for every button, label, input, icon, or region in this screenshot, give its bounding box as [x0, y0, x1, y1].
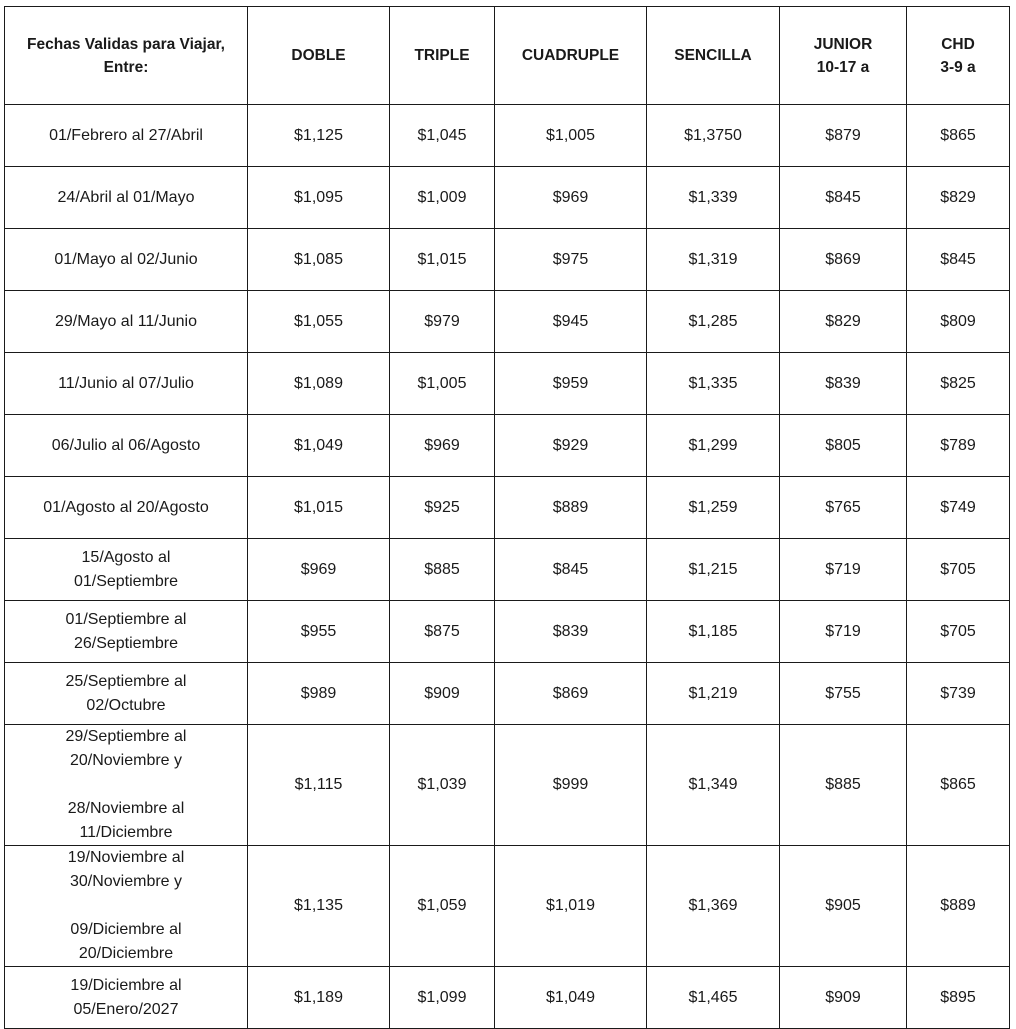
cell-doble: $1,135 — [248, 846, 390, 967]
header-line: CUADRUPLE — [521, 47, 620, 64]
header-line: SENCILLA — [674, 47, 752, 64]
date-line: 30/Noviembre y — [69, 873, 183, 890]
header-chd — [907, 7, 1010, 105]
cell-sencilla: $1,339 — [647, 167, 780, 229]
cell-sencilla: $1,299 — [647, 415, 780, 477]
line-gap — [9, 773, 243, 797]
cell-dates — [5, 846, 248, 967]
header-doble — [248, 7, 390, 105]
cell-dates — [5, 105, 248, 167]
cell-cuadruple: $889 — [495, 477, 647, 539]
cell-dates — [5, 725, 248, 846]
date-line: 24/Abril al 01/Mayo — [57, 188, 195, 206]
cell-chd: $705 — [907, 539, 1010, 601]
cell-doble: $1,089 — [248, 353, 390, 415]
header-dates — [5, 7, 248, 105]
date-line: 20/Noviembre y — [69, 752, 183, 769]
cell-chd: $749 — [907, 477, 1010, 539]
cell-cuadruple: $959 — [495, 353, 647, 415]
cell-doble: $969 — [248, 539, 390, 601]
header-line: 10-17 a — [816, 58, 870, 76]
header-line: DOBLE — [291, 47, 346, 64]
cell-junior: $719 — [780, 601, 907, 663]
date-line: 11/Diciembre — [79, 824, 173, 841]
table-row — [5, 291, 1010, 353]
date-line: 02/Octubre — [86, 696, 166, 714]
price-table-container — [4, 6, 1010, 1029]
date-line: 29/Mayo al 11/Junio — [54, 312, 197, 330]
date-line: 01/Septiembre — [73, 572, 179, 590]
header-line: 3-9 a — [940, 58, 976, 76]
cell-triple: $969 — [390, 415, 495, 477]
cell-cuadruple: $869 — [495, 663, 647, 725]
cell-cuadruple: $929 — [495, 415, 647, 477]
cell-doble: $1,125 — [248, 105, 390, 167]
cell-doble: $1,189 — [248, 967, 390, 1029]
date-line: 01/Septiembre al — [65, 610, 187, 628]
table-row — [5, 725, 1010, 846]
cell-doble: $1,049 — [248, 415, 390, 477]
cell-dates — [5, 353, 248, 415]
cell-doble: $989 — [248, 663, 390, 725]
date-line: 01/Febrero al 27/Abril — [49, 126, 203, 144]
cell-cuadruple: $845 — [495, 539, 647, 601]
cell-doble: $1,055 — [248, 291, 390, 353]
cell-triple: $875 — [390, 601, 495, 663]
date-line: 26/Septiembre — [73, 634, 179, 652]
cell-triple: $909 — [390, 663, 495, 725]
cell-junior: $829 — [780, 291, 907, 353]
cell-dates — [5, 167, 248, 229]
table-row — [5, 846, 1010, 967]
header-line: Entre: — [103, 58, 149, 76]
cell-triple: $1,005 — [390, 353, 495, 415]
cell-cuadruple: $975 — [495, 229, 647, 291]
cell-junior: $869 — [780, 229, 907, 291]
date-line: 05/Enero/2027 — [73, 1000, 179, 1018]
cell-triple: $979 — [390, 291, 495, 353]
cell-sencilla: $1,185 — [647, 601, 780, 663]
cell-triple: $1,015 — [390, 229, 495, 291]
date-line: 20/Diciembre — [78, 945, 174, 962]
cell-dates — [5, 291, 248, 353]
cell-sencilla: $1,285 — [647, 291, 780, 353]
cell-junior: $885 — [780, 725, 907, 846]
cell-dates — [5, 477, 248, 539]
cell-sencilla: $1,349 — [647, 725, 780, 846]
cell-cuadruple: $839 — [495, 601, 647, 663]
header-line: Fechas Validas para Viajar, — [27, 35, 225, 53]
cell-cuadruple: $1,005 — [495, 105, 647, 167]
cell-cuadruple: $969 — [495, 167, 647, 229]
cell-junior: $755 — [780, 663, 907, 725]
cell-chd: $865 — [907, 725, 1010, 846]
cell-chd: $865 — [907, 105, 1010, 167]
cell-cuadruple: $999 — [495, 725, 647, 846]
table-row — [5, 477, 1010, 539]
date-line: 01/Agosto al 20/Agosto — [43, 498, 209, 516]
date-line: 25/Septiembre al — [65, 672, 187, 690]
cell-sencilla: $1,465 — [647, 967, 780, 1029]
cell-cuadruple: $945 — [495, 291, 647, 353]
cell-triple: $1,059 — [390, 846, 495, 967]
cell-chd: $889 — [907, 846, 1010, 967]
table-row — [5, 353, 1010, 415]
cell-sencilla: $1,319 — [647, 229, 780, 291]
cell-junior: $905 — [780, 846, 907, 967]
header-junior — [780, 7, 907, 105]
table-body — [5, 105, 1010, 1029]
cell-triple: $1,009 — [390, 167, 495, 229]
date-line: 11/Junio al 07/Julio — [58, 374, 194, 392]
cell-chd: $809 — [907, 291, 1010, 353]
cell-dates — [5, 415, 248, 477]
table-row — [5, 967, 1010, 1029]
cell-chd: $825 — [907, 353, 1010, 415]
table-row — [5, 601, 1010, 663]
date-line: 15/Agosto al — [81, 548, 171, 566]
cell-sencilla: $1,335 — [647, 353, 780, 415]
cell-cuadruple: $1,019 — [495, 846, 647, 967]
cell-chd: $845 — [907, 229, 1010, 291]
cell-sencilla: $1,215 — [647, 539, 780, 601]
cell-chd: $895 — [907, 967, 1010, 1029]
cell-dates — [5, 229, 248, 291]
cell-chd: $829 — [907, 167, 1010, 229]
cell-doble: $1,095 — [248, 167, 390, 229]
header-row — [5, 7, 1010, 105]
date-line: 01/Mayo al 02/Junio — [54, 250, 198, 268]
header-line: CHD — [941, 35, 975, 53]
cell-sencilla: $1,369 — [647, 846, 780, 967]
cell-chd: $789 — [907, 415, 1010, 477]
header-triple — [390, 7, 495, 105]
cell-junior: $839 — [780, 353, 907, 415]
header-line: TRIPLE — [414, 47, 470, 64]
price-table — [4, 6, 1010, 1029]
cell-junior: $805 — [780, 415, 907, 477]
cell-sencilla: $1,219 — [647, 663, 780, 725]
date-line: 19/Diciembre al — [70, 976, 182, 994]
cell-junior: $719 — [780, 539, 907, 601]
cell-sencilla: $1,259 — [647, 477, 780, 539]
header-cuadruple — [495, 7, 647, 105]
cell-dates — [5, 663, 248, 725]
header-sencilla — [647, 7, 780, 105]
date-line: 19/Noviembre al — [67, 849, 185, 866]
cell-cuadruple: $1,049 — [495, 967, 647, 1029]
table-row — [5, 229, 1010, 291]
table-row — [5, 105, 1010, 167]
cell-dates — [5, 601, 248, 663]
cell-dates — [5, 539, 248, 601]
cell-junior: $909 — [780, 967, 907, 1029]
table-row — [5, 539, 1010, 601]
cell-chd: $739 — [907, 663, 1010, 725]
cell-triple: $925 — [390, 477, 495, 539]
cell-sencilla: $1,3750 — [647, 105, 780, 167]
cell-junior: $845 — [780, 167, 907, 229]
table-row — [5, 663, 1010, 725]
cell-chd: $705 — [907, 601, 1010, 663]
cell-triple: $1,099 — [390, 967, 495, 1029]
line-gap — [9, 894, 243, 918]
header-line: JUNIOR — [813, 35, 873, 53]
cell-triple: $885 — [390, 539, 495, 601]
date-line: 06/Julio al 06/Agosto — [51, 436, 201, 454]
cell-doble: $1,115 — [248, 725, 390, 846]
date-line: 09/Diciembre al — [70, 921, 182, 938]
cell-doble: $1,085 — [248, 229, 390, 291]
cell-doble: $1,015 — [248, 477, 390, 539]
cell-doble: $955 — [248, 601, 390, 663]
cell-triple: $1,039 — [390, 725, 495, 846]
table-row — [5, 167, 1010, 229]
table-row — [5, 415, 1010, 477]
cell-triple: $1,045 — [390, 105, 495, 167]
cell-dates — [5, 967, 248, 1029]
cell-junior: $765 — [780, 477, 907, 539]
date-line: 28/Noviembre al — [67, 800, 185, 817]
date-line: 29/Septiembre al — [65, 728, 187, 745]
cell-junior: $879 — [780, 105, 907, 167]
